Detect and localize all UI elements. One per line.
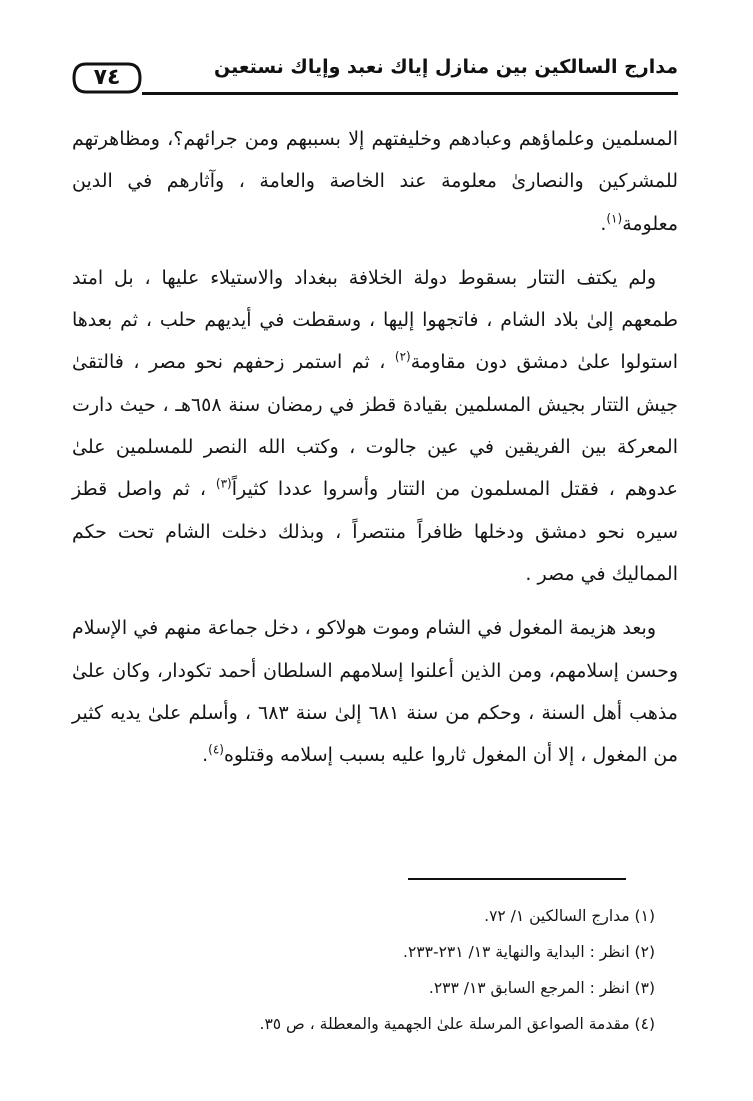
paragraph-2-text-a: ولم يكتف التتار بسقوط دولة الخلافة ببغداد والاستيلاء عليها ، بل امتد طمعهم إلىٰ بلاد الشام ، فاتجهوا إليها ، وسقطت في أيديهم حلب ، ثم بعدها استولوا علىٰ دمشق دون مقاومة (72, 266, 678, 374)
footnote-ref-2: (٢) (394, 350, 411, 365)
main-text (72, 118, 678, 788)
paragraph-1 (72, 118, 678, 245)
page-number-frame (72, 62, 142, 94)
paragraph-1-end: . (600, 212, 607, 235)
footnote-3: (٣) انظر : المرجع السابق ١٣/ ٢٣٣. (428, 979, 655, 997)
footnote-4: (٤) مقدمة الصواعق المرسلة علىٰ الجهمية والمعطلة ، ص ٣٥. (259, 1015, 655, 1033)
footnotes (72, 898, 655, 1042)
footnote-ref-3: (٣) (215, 477, 232, 492)
footnote-ref-1: (١) (606, 211, 623, 226)
page-number: ٧٤ (93, 65, 121, 90)
footnote-2: (٢) انظر : البداية والنهاية ١٣/ ٢٣١-٢٣٣. (403, 943, 655, 961)
paragraph-2-text-c: ، ثم واصل قطز سيره نحو دمشق ودخلها ظافراً منتصراً ، وبذلك دخلت الشام تحت حكم المماليك في مصر . (72, 478, 678, 585)
footnote-separator (408, 878, 626, 880)
paragraph-3 (72, 607, 678, 776)
footnote-1: (١) مدارج السالكين ١/ ٧٢. (484, 907, 655, 925)
running-title: مدارج السالكين بين منازل إياك نعبد وإياك نستعين (214, 56, 678, 78)
paragraph-2-text-b: ، ثم استمر زحفهم نحو مصر ، فالتقىٰ جيش التتار بجيش المسلمين بقيادة قطز في رمضان سنة ٦٥٨هـ ، حيث دارت المعركة بين الفريقين في عين جالوت ، وكتب الله النصر للمسلمين علىٰ عدوهم ، فقتل المسلمون من التتار وأسروا عددا كثيراً (72, 351, 679, 501)
header-rule (142, 92, 678, 95)
paragraph-3-text: وبعد هزيمة المغول في الشام وموت هولاكو ، دخل جماعة منهم في الإسلام وحسن إسلامهم، ومن الذين أعلنوا إسلامهم السلطان أحمد تكودار، وكان علىٰ مذهب أهل السنة ، وحكم من سنة ٦٨١ إلىٰ سنة ٦٨٣ ، وأسلم علىٰ يديه كثير من المغول ، إلا أن المغول ثاروا عليه بسبب إسلامه وقتلوه (72, 617, 678, 767)
page-header (72, 48, 678, 98)
paragraph-1-text: المسلمين وعلماؤهم وعبادهم وخليفتهم إلا بسببهم ومن جرائهم؟، ومظاهرتهم للمشركين والنصارىٰ معلومة عند الخاصة والعامة ، وآثارهم في الدين معلومة (72, 128, 678, 235)
footnote-ref-4: (٤) (208, 742, 224, 757)
paragraph-2 (72, 257, 678, 595)
paragraph-3-end: . (202, 744, 209, 767)
